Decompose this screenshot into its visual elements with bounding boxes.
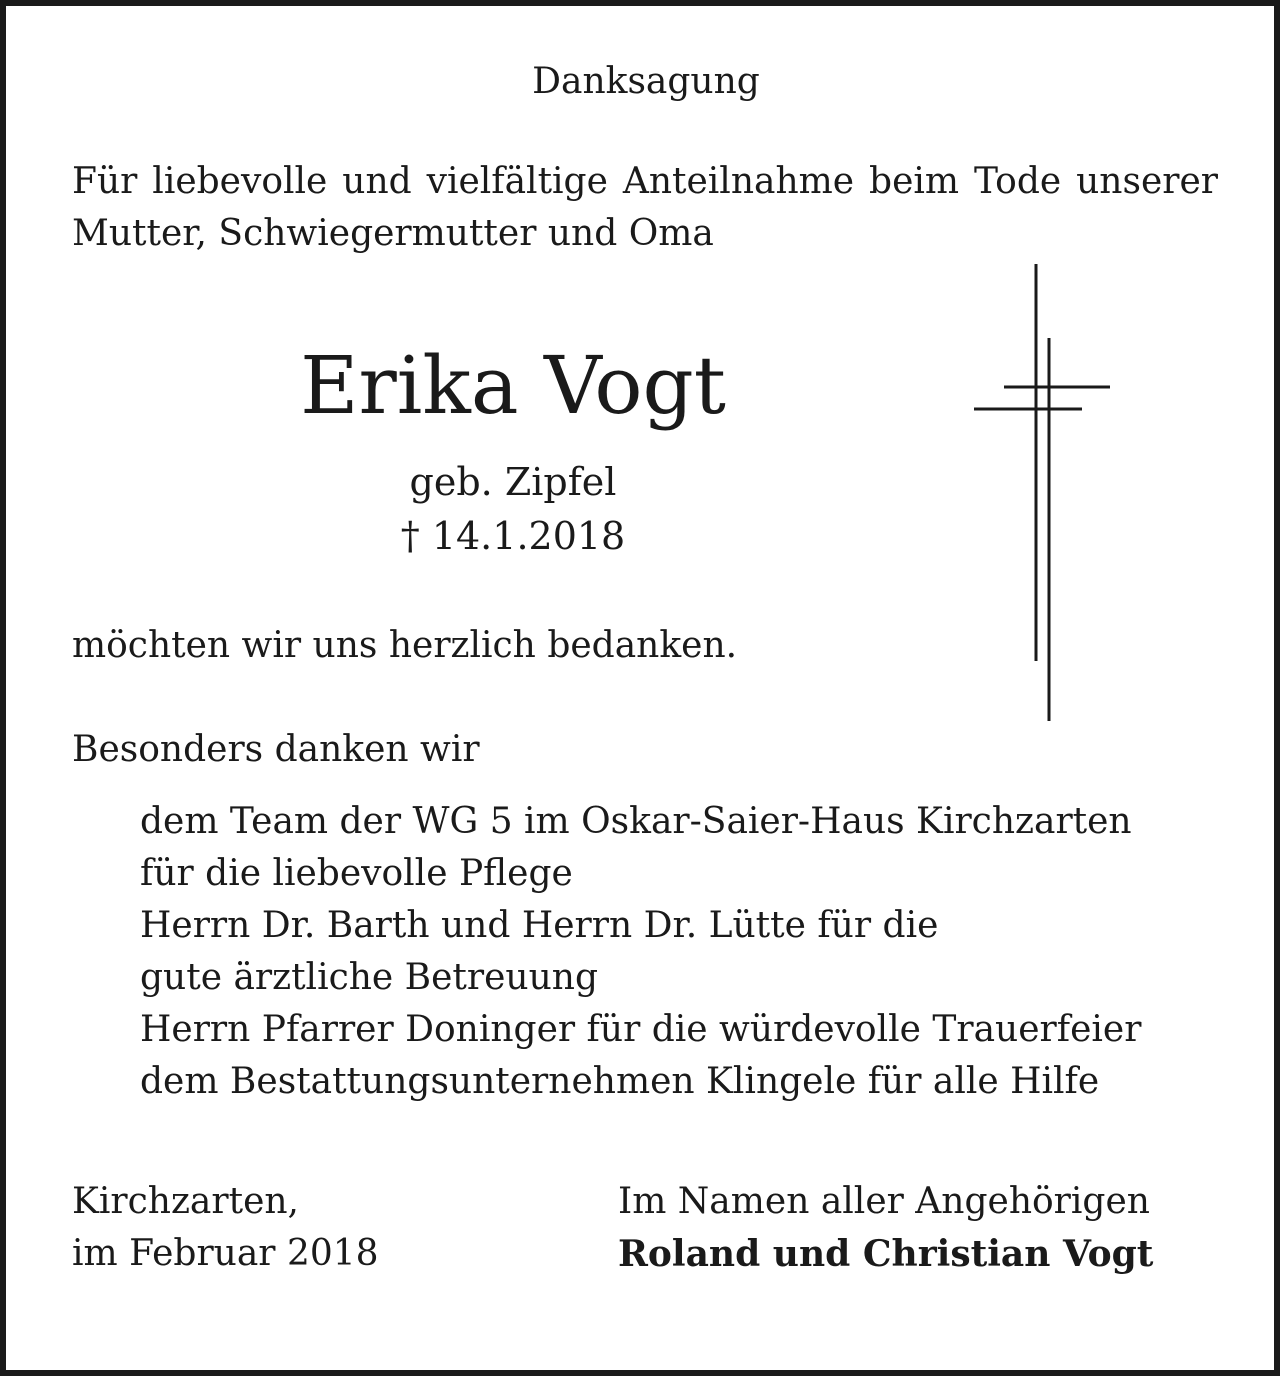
thanks-item: dem Bestattungsunternehmen Klingele für alle Hilfe <box>140 1061 1100 1102</box>
cross-icon <box>966 256 1116 726</box>
signature-intro: Im Namen aller Angehörigen <box>618 1181 1150 1222</box>
thanks-item: Herrn Dr. Barth und Herrn Dr. Lütte für die <box>140 905 939 946</box>
thanks-item: gute ärztliche Betreuung <box>140 957 599 998</box>
maiden-name: geb. Zipfel <box>409 460 617 504</box>
date: im Februar 2018 <box>72 1233 379 1274</box>
thanks-line: möchten wir uns herzlich bedanken. <box>72 625 738 666</box>
thanks-item: dem Team der WG 5 im Oskar-Saier-Haus Kirchzarten <box>140 801 1132 842</box>
special-thanks-label: Besonders danken wir <box>72 729 480 770</box>
place: Kirchzarten, <box>72 1181 300 1222</box>
death-date: † 14.1.2018 <box>400 514 626 558</box>
notice-heading: Danksagung <box>532 61 760 102</box>
thanks-item: für die liebevolle Pflege <box>140 853 573 894</box>
deceased-name: Erika Vogt <box>300 339 726 432</box>
intro-text: Für liebevolle und vielfältige Anteilnahme beim Tode unserer Mutter, Schwiegermutter und Oma <box>72 161 1218 254</box>
thanks-item: Herrn Pfarrer Doninger für die würdevolle Trauerfeier <box>140 1009 1142 1050</box>
signature-names: Roland und Christian Vogt <box>618 1233 1154 1275</box>
